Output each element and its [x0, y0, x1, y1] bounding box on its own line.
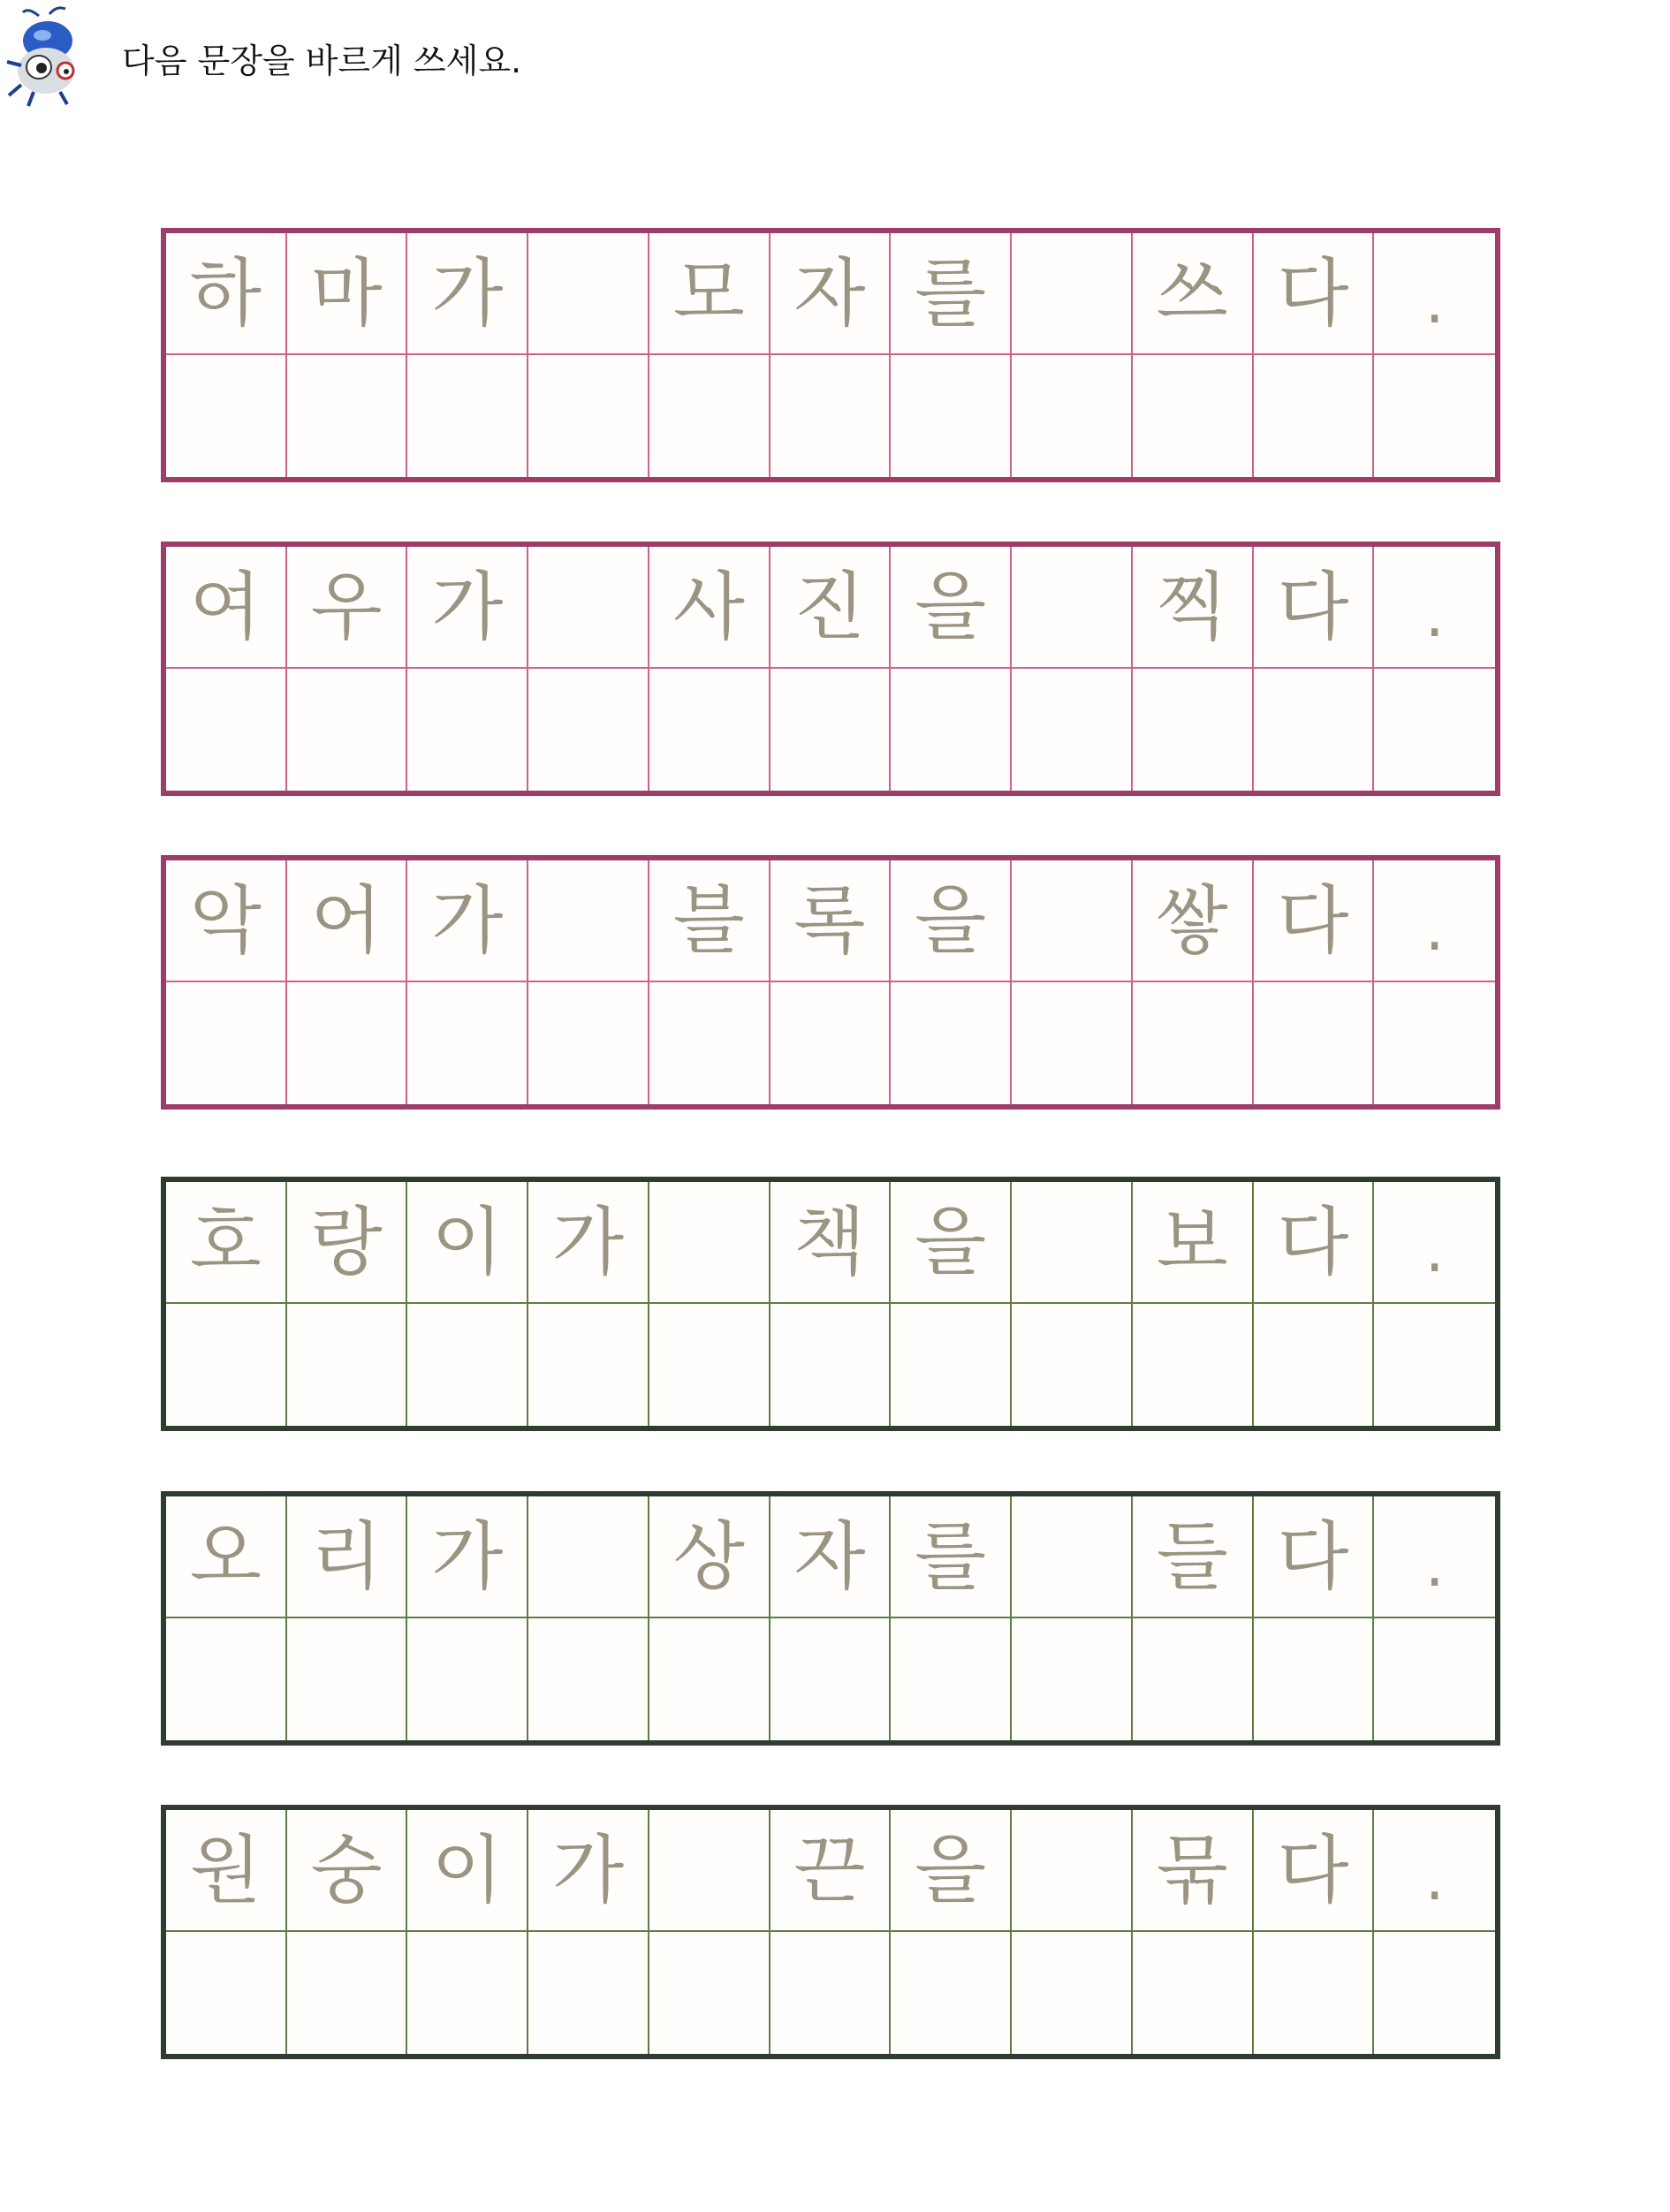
- trace-character-cell: 을: [891, 547, 1012, 669]
- trace-character-cell: 상: [649, 1496, 770, 1618]
- trace-character-cell: 이: [407, 1810, 528, 1932]
- blank-space-cell: [1012, 547, 1133, 669]
- writing-cell[interactable]: [528, 669, 649, 791]
- blank-space-cell: [649, 1182, 770, 1304]
- trace-character-cell: 끈: [770, 1810, 892, 1932]
- blank-space-cell: [528, 1496, 649, 1618]
- writing-cell[interactable]: [1254, 355, 1375, 477]
- writing-cell[interactable]: [770, 355, 892, 477]
- trace-character-cell: 를: [891, 1496, 1012, 1618]
- sentence-grid-6: [161, 1805, 1500, 2059]
- writing-cell[interactable]: [649, 982, 770, 1104]
- trace-character-cell: 랑: [287, 1182, 408, 1304]
- blank-space-cell: [1012, 1810, 1133, 1932]
- writing-cell[interactable]: [891, 1618, 1012, 1740]
- trace-character-cell: 쌓: [1133, 860, 1254, 982]
- trace-character-cell: 가: [528, 1810, 649, 1932]
- trace-character-cell: 오: [166, 1496, 287, 1618]
- instruction-text: 다음 문장을 바르게 쓰세요.: [122, 42, 522, 80]
- writing-cell[interactable]: [407, 1304, 528, 1426]
- writing-cell[interactable]: [407, 1932, 528, 2054]
- writing-cell[interactable]: [166, 1932, 287, 2054]
- blank-space-cell: [649, 1810, 770, 1932]
- writing-cell[interactable]: [649, 1618, 770, 1740]
- writing-cell[interactable]: [1133, 982, 1254, 1104]
- trace-character-cell: 숭: [287, 1810, 408, 1932]
- writing-cell[interactable]: [1254, 669, 1375, 791]
- writing-cell[interactable]: [891, 669, 1012, 791]
- writing-cell[interactable]: [1374, 1618, 1495, 1740]
- trace-character-cell: 보: [1133, 1182, 1254, 1304]
- sentence-grid-5: [161, 1491, 1500, 1746]
- trace-character-cell: 록: [770, 860, 892, 982]
- trace-character-cell: 가: [407, 233, 528, 355]
- writing-cell[interactable]: [287, 1304, 408, 1426]
- writing-cell[interactable]: [770, 982, 892, 1104]
- trace-character-cell: 여: [166, 547, 287, 669]
- writing-cell[interactable]: [1133, 1304, 1254, 1426]
- trace-character-cell: 가: [528, 1182, 649, 1304]
- writing-cell[interactable]: [649, 1304, 770, 1426]
- writing-cell[interactable]: [287, 355, 408, 477]
- writing-cell[interactable]: [1012, 1304, 1133, 1426]
- writing-cell[interactable]: [1254, 1932, 1375, 2054]
- trace-character-cell: .: [1374, 547, 1495, 669]
- writing-cell[interactable]: [1133, 1618, 1254, 1740]
- writing-cell[interactable]: [649, 1932, 770, 2054]
- trace-character-cell: 하: [166, 233, 287, 355]
- blank-space-cell: [528, 233, 649, 355]
- trace-character-cell: 찍: [1133, 547, 1254, 669]
- writing-cell[interactable]: [649, 669, 770, 791]
- trace-character-cell: 책: [770, 1182, 892, 1304]
- writing-cell[interactable]: [1374, 1932, 1495, 2054]
- blank-space-cell: [1012, 1182, 1133, 1304]
- writing-cell[interactable]: [770, 669, 892, 791]
- trace-character-cell: 다: [1254, 233, 1375, 355]
- trace-character-cell: 다: [1254, 860, 1375, 982]
- writing-cell[interactable]: [1133, 355, 1254, 477]
- writing-cell[interactable]: [1254, 1618, 1375, 1740]
- writing-cell[interactable]: [649, 355, 770, 477]
- trace-character-cell: 를: [891, 233, 1012, 355]
- sentence-grid-2: [161, 542, 1500, 796]
- writing-cell[interactable]: [1012, 982, 1133, 1104]
- writing-cell[interactable]: [1012, 669, 1133, 791]
- trace-character-cell: 모: [649, 233, 770, 355]
- trace-character-cell: 다: [1254, 547, 1375, 669]
- trace-character-cell: 가: [407, 860, 528, 982]
- writing-cell[interactable]: [407, 1618, 528, 1740]
- trace-character-cell: 진: [770, 547, 892, 669]
- writing-cell[interactable]: [166, 1618, 287, 1740]
- trace-character-cell: 자: [770, 1496, 892, 1618]
- writing-cell[interactable]: [287, 669, 408, 791]
- trace-character-cell: 호: [166, 1182, 287, 1304]
- writing-cell[interactable]: [1374, 1304, 1495, 1426]
- writing-cell[interactable]: [528, 982, 649, 1104]
- trace-character-cell: 을: [891, 1810, 1012, 1932]
- writing-cell[interactable]: [287, 982, 408, 1104]
- sentence-grid-1: [161, 228, 1500, 482]
- writing-cell[interactable]: [1133, 669, 1254, 791]
- writing-cell[interactable]: [770, 1618, 892, 1740]
- trace-character-cell: 원: [166, 1810, 287, 1932]
- writing-cell[interactable]: [528, 355, 649, 477]
- trace-character-cell: 마: [287, 233, 408, 355]
- trace-character-cell: .: [1374, 1496, 1495, 1618]
- writing-cell[interactable]: [1133, 1932, 1254, 2054]
- trace-character-cell: 들: [1133, 1496, 1254, 1618]
- trace-character-cell: 쓰: [1133, 233, 1254, 355]
- trace-character-cell: 다: [1254, 1496, 1375, 1618]
- writing-cell[interactable]: [407, 669, 528, 791]
- writing-cell[interactable]: [891, 355, 1012, 477]
- writing-cell[interactable]: [407, 355, 528, 477]
- blank-space-cell: [528, 547, 649, 669]
- writing-cell[interactable]: [287, 1932, 408, 2054]
- trace-character-cell: 우: [287, 547, 408, 669]
- writing-cell[interactable]: [407, 982, 528, 1104]
- writing-cell[interactable]: [1374, 669, 1495, 791]
- blank-space-cell: [1012, 233, 1133, 355]
- trace-character-cell: 블: [649, 860, 770, 982]
- trace-character-cell: 사: [649, 547, 770, 669]
- writing-cell[interactable]: [1012, 355, 1133, 477]
- trace-character-cell: .: [1374, 1182, 1495, 1304]
- trace-character-cell: 리: [287, 1496, 408, 1618]
- trace-character-cell: 을: [891, 860, 1012, 982]
- sentence-grid-3: [161, 855, 1500, 1110]
- blank-space-cell: [1012, 1496, 1133, 1618]
- trace-character-cell: .: [1374, 1810, 1495, 1932]
- writing-cell[interactable]: [770, 1304, 892, 1426]
- trace-character-cell: .: [1374, 860, 1495, 982]
- trace-character-cell: 자: [770, 233, 892, 355]
- sentence-grid-4: [161, 1177, 1500, 1431]
- trace-character-cell: 을: [891, 1182, 1012, 1304]
- trace-character-cell: 다: [1254, 1810, 1375, 1932]
- trace-character-cell: 어: [287, 860, 408, 982]
- trace-character-cell: 악: [166, 860, 287, 982]
- writing-cell[interactable]: [1374, 355, 1495, 477]
- writing-cell[interactable]: [891, 1304, 1012, 1426]
- writing-cell[interactable]: [166, 669, 287, 791]
- writing-cell[interactable]: [528, 1932, 649, 2054]
- trace-character-cell: 가: [407, 547, 528, 669]
- writing-cell[interactable]: [1012, 1618, 1133, 1740]
- writing-cell[interactable]: [287, 1618, 408, 1740]
- blank-space-cell: [528, 860, 649, 982]
- writing-cell[interactable]: [528, 1618, 649, 1740]
- writing-cell[interactable]: [891, 1932, 1012, 2054]
- trace-character-cell: .: [1374, 233, 1495, 355]
- writing-cell[interactable]: [1012, 1932, 1133, 2054]
- writing-cell[interactable]: [770, 1932, 892, 2054]
- writing-cell[interactable]: [1254, 1304, 1375, 1426]
- writing-cell[interactable]: [166, 1304, 287, 1426]
- trace-character-cell: 묶: [1133, 1810, 1254, 1932]
- writing-cell[interactable]: [891, 982, 1012, 1104]
- writing-cell[interactable]: [1254, 982, 1375, 1104]
- trace-character-cell: 이: [407, 1182, 528, 1304]
- blank-space-cell: [1012, 860, 1133, 982]
- trace-character-cell: 가: [407, 1496, 528, 1618]
- writing-cell[interactable]: [166, 355, 287, 477]
- trace-character-cell: 다: [1254, 1182, 1375, 1304]
- writing-cell[interactable]: [1374, 982, 1495, 1104]
- writing-cell[interactable]: [166, 982, 287, 1104]
- writing-cell[interactable]: [528, 1304, 649, 1426]
